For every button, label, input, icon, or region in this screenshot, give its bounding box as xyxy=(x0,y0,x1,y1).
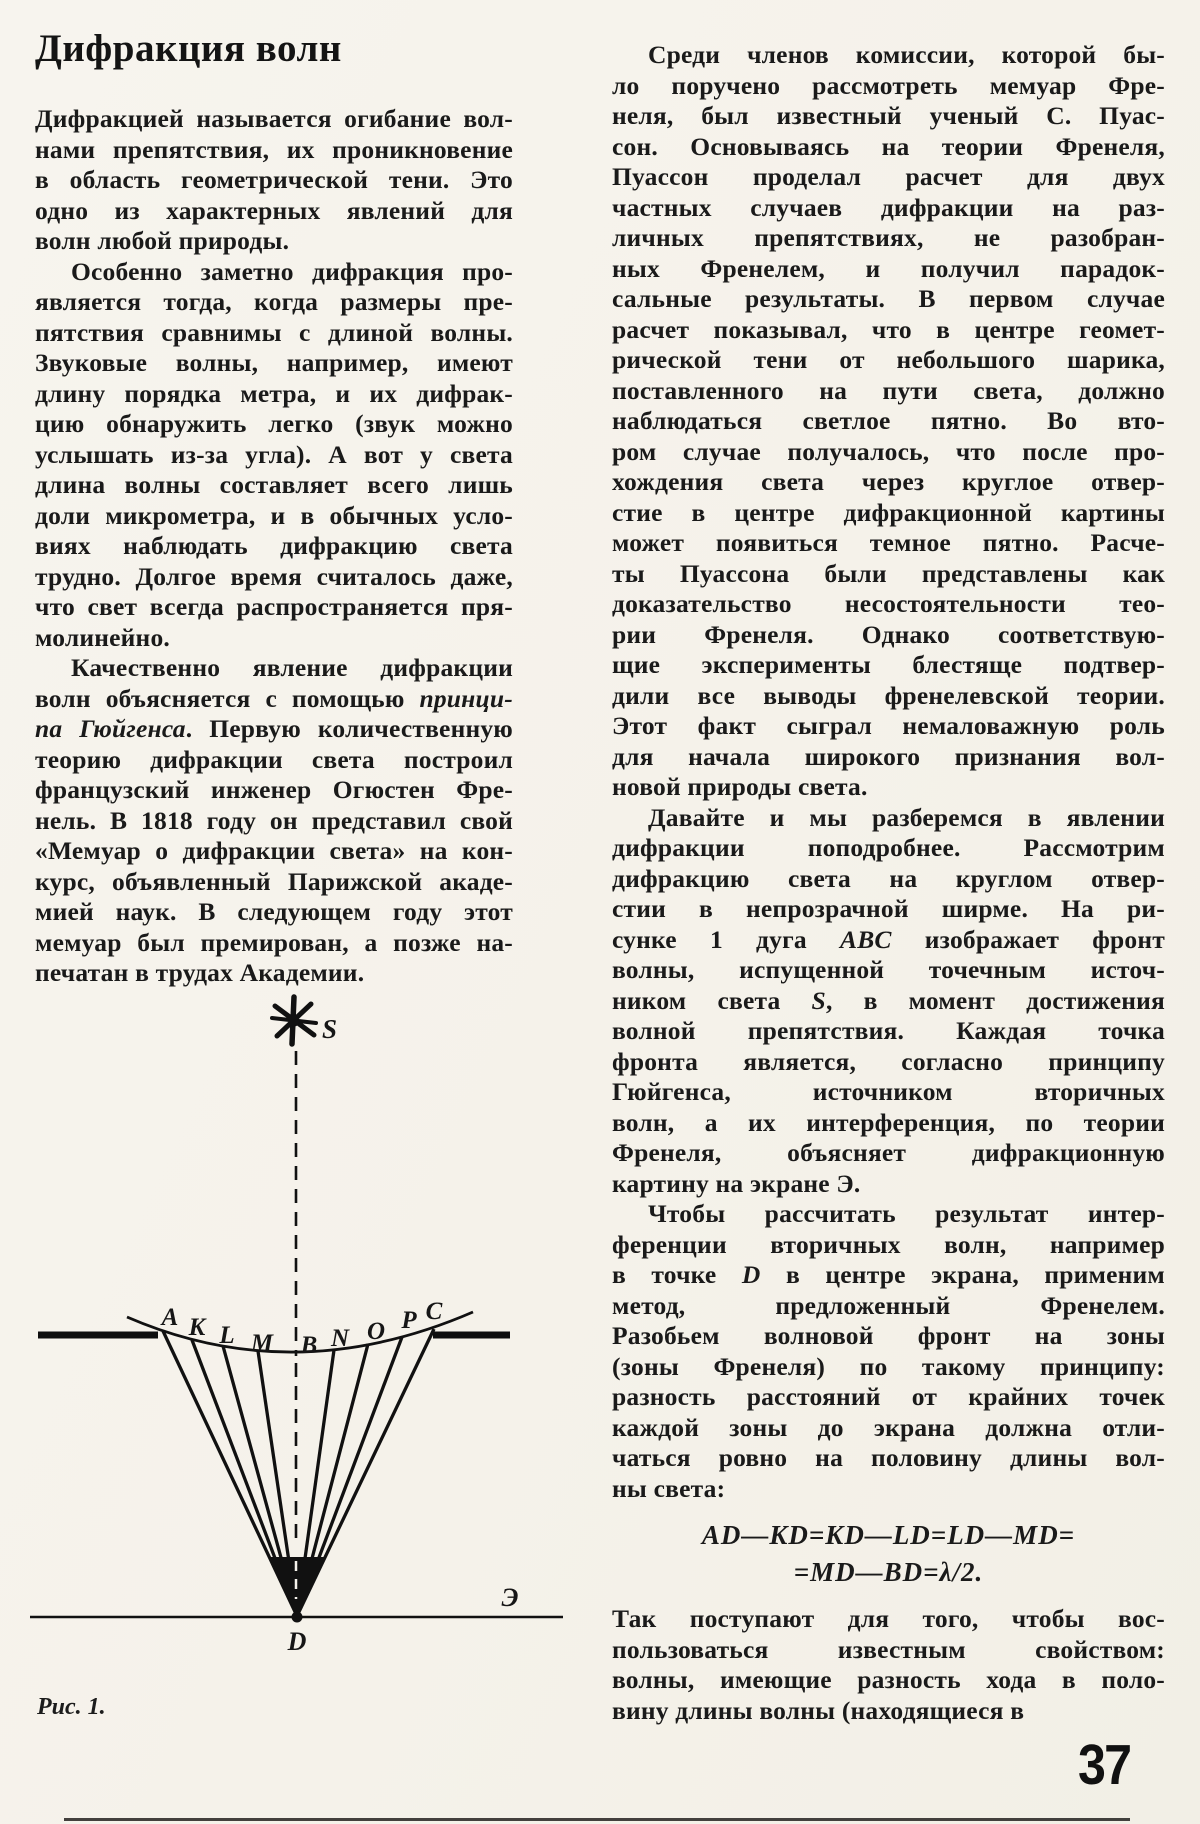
text-line: молинейно. xyxy=(35,622,170,652)
text-line: ло поручено рассмотреть мемуар Фре- xyxy=(612,70,1165,100)
figure-1-diffraction-diagram xyxy=(30,985,575,1685)
text-line: неля, был известный ученый С. Пуас- xyxy=(612,101,1165,130)
text-line: наблюдаться светлое пятно. Во вто- xyxy=(612,406,1165,435)
text-line: мемуар был премирован, а позже на- xyxy=(35,927,513,957)
arc-point-label: C xyxy=(425,1298,443,1325)
text-line: Давайте и мы разберемся в явлении xyxy=(648,802,1165,832)
convergence-wedge xyxy=(269,1557,326,1616)
text-line: Чтобы рассчитать результат интер- xyxy=(648,1199,1165,1228)
text-line: в область геометрической тени. Это xyxy=(35,165,513,194)
figure-caption: Рис. 1. xyxy=(37,1694,106,1720)
arc-point-label: A xyxy=(161,1304,179,1331)
text-line: ны света: xyxy=(612,1473,726,1503)
text-line: картину на экране Э. xyxy=(612,1168,861,1198)
text-line: является тогда, когда размеры пре- xyxy=(35,287,513,316)
text-line: Дифракцией называется огибание вол- xyxy=(35,104,513,133)
text-line: ты Пуассона были представлены как xyxy=(612,558,1165,588)
text-line: теорию дифракции света построил xyxy=(35,744,513,774)
text-line: волны, имеющие разность хода в поло- xyxy=(612,1665,1165,1694)
text-line: французский инженер Огюстен Фре- xyxy=(35,775,513,804)
text-line: Этот факт сыграл немаловажную роль xyxy=(612,711,1165,740)
text-line: хождения света через круглое отвер- xyxy=(612,467,1165,496)
text-line: сон. Основываясь на теории Френеля, xyxy=(612,131,1165,161)
point-d-label: D xyxy=(287,1627,307,1656)
arc-point-label: L xyxy=(219,1322,235,1349)
text-line: сальные результаты. В первом случае xyxy=(612,284,1165,313)
text-line: Пуассон проделал расчет для двух xyxy=(612,162,1165,191)
text-line: Разобьем волновой фронт на зоны xyxy=(612,1321,1165,1350)
text-line: цию обнаружить легко (звук можно xyxy=(35,409,513,438)
right-column xyxy=(612,40,1165,1726)
arc-point-label: N xyxy=(330,1325,350,1352)
text-line: длину порядка метра, и их дифрак- xyxy=(35,378,513,408)
text-line: длина волны составляет всего лишь xyxy=(35,470,513,499)
text-line: Среди членов комиссии, которой бы- xyxy=(648,40,1165,69)
text-line: стии в непрозрачной ширме. На ри- xyxy=(612,894,1165,923)
text-line: щие эксперименты блестяще подтвер- xyxy=(612,650,1165,679)
arc-point-label: P xyxy=(401,1307,417,1334)
text-line: «Мемуар о дифракции света» на кон- xyxy=(35,836,513,865)
text-line: волны, испущенной точечным источ- xyxy=(612,955,1165,984)
text-line: ных Френелем, и получил парадок- xyxy=(612,253,1165,283)
text-line: может появиться темное пятно. Расче- xyxy=(612,528,1165,557)
text-line: Гюйгенса, источником вторичных xyxy=(612,1077,1165,1106)
text-line: фронта является, согласно принципу xyxy=(612,1046,1165,1076)
text-line: одно из характерных явлений для xyxy=(35,195,513,225)
text-line: Так поступают для того, чтобы вос- xyxy=(612,1604,1165,1633)
arc-point-label: O xyxy=(366,1318,386,1345)
text-line: стие в центре дифракционной картины xyxy=(612,497,1165,527)
screen-label: Э xyxy=(501,1583,519,1612)
text-line: ференции вторичных волн, например xyxy=(612,1229,1165,1259)
text-line: трудно. Долгое время считалось даже, xyxy=(35,561,513,591)
text-line: мией наук. В следующем году этот xyxy=(35,897,513,926)
light-source-star-icon xyxy=(272,997,316,1044)
text-line: нель. В 1818 году он представил свой xyxy=(35,805,513,835)
text-line: что свет всегда распространяется пря- xyxy=(35,592,513,621)
text-line: волной препятствия. Каждая точка xyxy=(612,1016,1165,1045)
text-line: нами препятствия, их проникновение xyxy=(35,134,513,164)
text-line: (зоны Френеля) по такому принципу: xyxy=(612,1351,1165,1381)
text-line: волн, а их интерференция, по теории xyxy=(612,1107,1165,1137)
text-line: AD—KD=KD—LD=LD—MD= xyxy=(701,1520,1076,1550)
text-line: волн любой природы. xyxy=(35,226,290,255)
text-line: =MD—BD=λ/2. xyxy=(793,1557,984,1587)
arc-point-label: B xyxy=(300,1332,318,1359)
text-line: Особенно заметно дифракция про- xyxy=(71,256,513,286)
text-line: услышать из-за угла). А вот у света xyxy=(35,439,513,469)
page-bottom-scan-line xyxy=(64,1818,1130,1821)
page-number: 37 xyxy=(1078,1733,1131,1797)
text-line: дили все выводы френелевской теории. xyxy=(612,680,1165,710)
text-line: курс, объявленный Парижской акаде- xyxy=(35,866,513,896)
text-line: новой природы света. xyxy=(612,772,868,801)
text-line: ником света S, в момент достижения xyxy=(612,985,1165,1015)
text-line: поставленного на пути света, должно xyxy=(612,375,1165,405)
text-line: для начала широкого признания вол- xyxy=(612,741,1165,771)
text-line: виях наблюдать дифракцию света xyxy=(35,531,513,560)
text-line: личных препятствиях, не разобран- xyxy=(612,223,1165,252)
text-line: чаться ровно на половину длины вол- xyxy=(612,1443,1165,1472)
text-line: вину длины волны (находящиеся в xyxy=(612,1695,1025,1725)
text-line: в точке D в центре экрана, применим xyxy=(612,1260,1165,1289)
source-label: S xyxy=(322,1014,338,1044)
article-title: Дифракция волн xyxy=(35,27,342,70)
text-line: каждой зоны до экрана должна отли- xyxy=(612,1412,1165,1442)
text-line: ром случае получалось, что после про- xyxy=(612,436,1165,466)
text-line: дифракции поподробнее. Рассмотрим xyxy=(612,833,1165,862)
text-line: доли микрометра, и в обычных усло- xyxy=(35,500,513,530)
text-line: па Гюйгенса. Первую количественную xyxy=(35,714,513,743)
text-line: Френеля, объясняет дифракционную xyxy=(612,1138,1165,1167)
text-line: частных случаев дифракции на раз- xyxy=(612,192,1165,222)
text-line: метод, предложенный Френелем. xyxy=(612,1290,1165,1320)
text-line: дифракцию света на круглом отвер- xyxy=(612,863,1165,893)
text-line: сунке 1 дуга ABC изображает фронт xyxy=(612,924,1166,954)
left-column xyxy=(35,104,513,989)
text-line: Качественно явление дифракции xyxy=(71,653,513,682)
text-line: доказательство несостоятельности тео- xyxy=(612,589,1165,618)
text-line: пятствия сравнимы с длиной волны. xyxy=(35,317,513,347)
text-line: разность расстояний от крайних точек xyxy=(612,1382,1165,1411)
arc-point-label: K xyxy=(188,1314,206,1341)
text-line: расчет показывал, что в центре геомет- xyxy=(612,314,1165,344)
point-d-dot xyxy=(292,1612,303,1623)
arc-point-label: M xyxy=(250,1330,274,1357)
text-line: Звуковые волны, например, имеют xyxy=(35,348,513,377)
text-line: рической тени от небольшого шарика, xyxy=(612,345,1165,374)
text-line: волн объясняется с помощью принци- xyxy=(35,683,513,713)
text-line: рии Френеля. Однако соответствую- xyxy=(612,619,1165,649)
text-line: пользоваться известным свойством: xyxy=(612,1634,1165,1664)
text-line: печатан в трудах Академии. xyxy=(35,958,365,987)
